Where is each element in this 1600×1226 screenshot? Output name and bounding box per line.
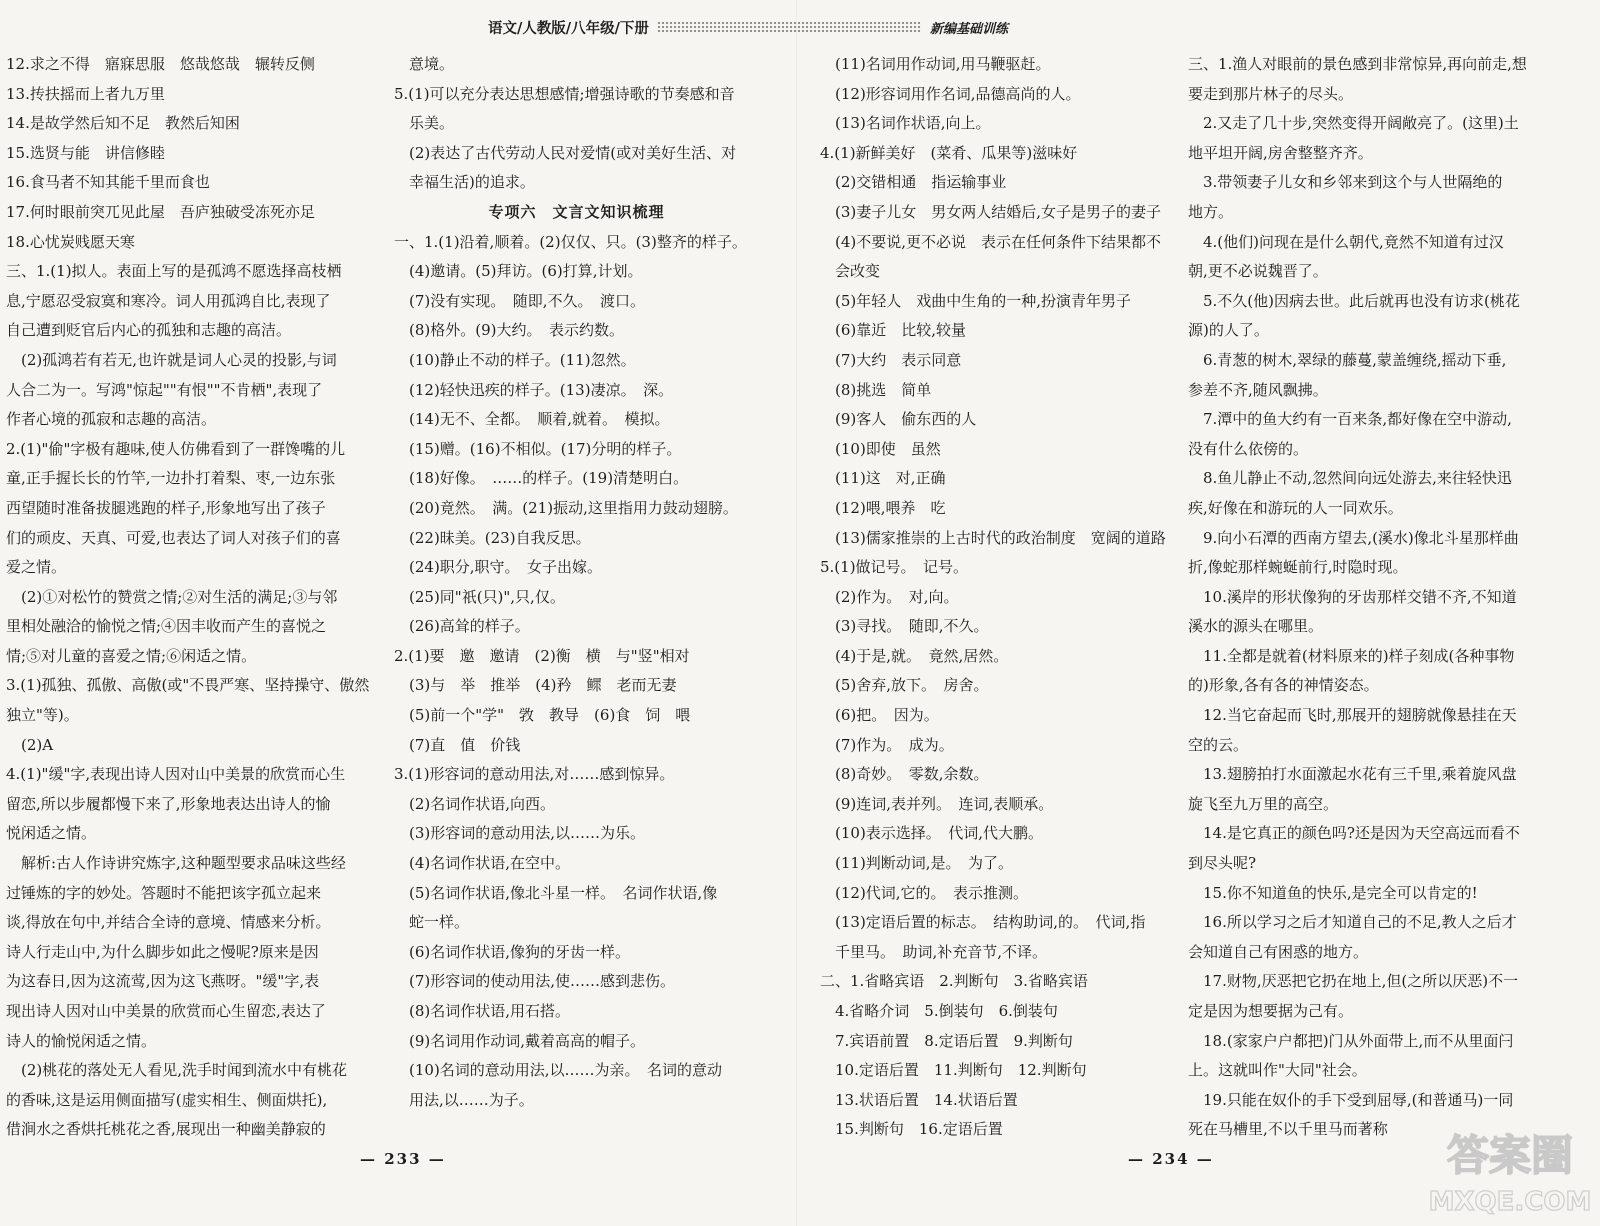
answer-line: (2)A [21,735,54,754]
answer-line: (15)赠。(16)不相似。(17)分明的样子。 [409,439,682,458]
answer-line: 4.(1)"缓"字,表现出诗人因对山中美景的欣赏而心生 [6,765,346,784]
answer-line: 15.选贤与能 讲信修睦 [6,143,165,162]
answer-line: (3)形容词的意动用法,以……为乐。 [409,824,646,843]
answer-line: 2.(1)要 邀 邀请 (2)衡 横 与"竖"相对 [394,646,690,665]
answer-line: 16.所以学习之后才知道自己的不足,教人之后才 [1203,913,1517,932]
answer-line: 15.你不知道鱼的快乐,是完全可以肯定的! [1203,883,1478,902]
answer-line: 18.(家家户户都把)门从外面带上,而不从里面闩 [1203,1031,1514,1050]
answer-line: 19.只能在奴仆的手下受到屈辱,(和普通马)一同 [1203,1090,1514,1109]
answer-line: (11)判断动词,是。 为了。 [835,854,1014,873]
answer-line: 7.潭中的鱼大约有一百来条,都好像在空中游动, [1203,410,1512,429]
answer-line: 没有什么依傍的。 [1188,439,1309,458]
answer-line: 疾,好像在和游玩的人一同欢乐。 [1188,498,1403,517]
answer-line: 2.(1)"偷"字极有趣味,使人仿佛看到了一群馋嘴的儿 [6,439,346,458]
answer-line: (12)形容词用作名词,品德高尚的人。 [835,84,1081,103]
answer-line: (13)定语后置的标志。 结构助词,的。 代词,指 [835,913,1146,932]
answer-line: (25)同"祇(只)",只,仅。 [409,587,565,606]
answer-line: 2.又走了几十步,突然变得开阔敞亮了。(这里)土 [1203,114,1519,133]
answer-line: 地方。 [1188,202,1234,221]
answer-line: 作者心境的孤寂和志趣的高洁。 [6,410,217,429]
answer-line: (4)名词作状语,在空中。 [409,854,571,873]
answer-line: 三、1.渔人对眼前的景色感到非常惊异,再向前走,想 [1188,55,1527,73]
answer-line: 三、1.(1)拟人。表面上写的是孤鸿不愿选择高枝栖 [6,262,342,281]
answer-line: 17.财物,厌恶把它扔在地上,但(之所以厌恶)不一 [1203,972,1519,991]
answer-line: (5)舍弃,放下。 房舍。 [835,676,989,695]
answer-line: (2)孤鸿若有若无,也许就是词人心灵的投影,与词 [21,350,337,369]
answer-line: (2)桃花的落处无人看见,洗手时闻到流水中有桃花 [21,1061,348,1080]
answer-line: 旋飞至九万里的高空。 [1188,794,1339,813]
watermark-logo [1420,1112,1596,1222]
answer-line: (6)名词作状语,像狗的牙齿一样。 [409,942,631,961]
answer-line: 13.状语后置 14.状语后置 [835,1090,1018,1109]
answer-line: (12)喂,喂养 吃 [835,498,946,517]
answer-line: 4.(1)新鲜美好 (菜肴、瓜果等)滋味好 [820,143,1078,162]
answer-line: 溪水的源头在哪里。 [1188,617,1324,636]
answer-line: (12)代词,它的。 表示推测。 [835,883,1029,902]
answer-line: 14.是故学然后知不足 教然后知困 [6,114,240,133]
answer-line: (2)交错相通 指运输事业 [835,173,1007,192]
answer-line: 息,宁愿忍受寂寞和寒冷。词人用孤鸿自比,表现了 [6,291,331,310]
answer-line: (13)儒家推崇的上古时代的政治制度 宽阔的道路 [835,528,1166,547]
answer-line: (6)把。 因为。 [835,706,939,725]
answer-line: 14.是它真正的颜色吗?还是因为天空高远而看不 [1203,824,1520,843]
answer-column-4 [1188,50,1553,1145]
answer-line: 3.(1)孤独、孤傲、高傲(或"不畏严寒、坚持操守、傲然 [6,676,370,695]
answer-line: 地平坦开阔,房舍整整齐齐。 [1188,143,1373,162]
answer-line: 上。这就叫作"大同"社会。 [1188,1061,1367,1080]
answer-line: 蛇一样。 [409,913,470,932]
answer-line: 9.向小石潭的西南方望去,(溪水)像北斗星那样曲 [1203,528,1519,547]
answer-line: (7)形容词的使动用法,使……感到悲伤。 [409,972,676,991]
answer-line: (22)昧美。(23)自我反思。 [409,528,591,547]
answer-line: 诗人行走山中,为什么脚步如此之慢呢?原来是因 [6,942,319,961]
answer-line: (5)名词作状语,像北斗星一样。 名词作状语,像 [409,883,718,902]
answer-line: 5.(1)可以充分表达思想感情;增强诗歌的节奏感和音 [394,84,735,103]
answer-line: 死在马槽里,不以千里马而著称 [1188,1120,1388,1139]
answer-line: 12.当它奋起而飞时,那展开的翅膀就像悬挂在天 [1203,706,1517,725]
answer-column-3 [820,50,1185,1145]
answer-line: (12)轻快迅疾的样子。(13)凄凉。 深。 [409,380,674,399]
answer-line: 4.(他们)问现在是什么朝代,竟然不知道有过汉 [1203,232,1504,251]
page-number-right: — 234 — [1128,1150,1214,1168]
answer-line: 到尽头呢? [1188,854,1257,873]
answer-line: 人合二为一。写鸿"惊起""有恨""不肯栖",表现了 [6,380,323,399]
answer-line: (3)与 举 推举 (4)矜 鳏 老而无妻 [409,676,677,695]
answer-line: 10.溪岸的形状像狗的牙齿那样交错不齐,不知道 [1203,587,1517,606]
answer-line: (26)高耸的样子。 [409,617,530,636]
header-dot-band [657,21,922,33]
answer-line: 6.青葱的树木,翠绿的藤蔓,蒙盖缠绕,摇动下垂, [1203,350,1507,369]
answer-line: 千里马。 助词,补充音节,不译。 [835,942,1048,961]
answer-line: (3)寻找。 随即,不久。 [835,617,989,636]
answer-line: 10.定语后置 11.判断句 12.判断句 [835,1061,1087,1080]
answer-line: 13.抟扶摇而上者九万里 [6,84,165,103]
answer-line: 18.心忧炭贱愿天寒 [6,232,135,251]
answer-line: (13)名词作状语,向上。 [835,114,991,133]
answer-line: 8.鱼儿静止不动,忽然间向远处游去,来往轻快迅 [1203,469,1512,488]
answer-line: 爱之情。 [6,558,67,577]
answer-line: (3)妻子儿女 男女两人结婚后,女子是男子的妻子 [835,202,1162,221]
answer-line: 会知道自己有困惑的地方。 [1188,942,1369,961]
answer-line: (5)年轻人 戏曲中生角的一种,扮演青年男子 [835,291,1132,310]
answer-line: 留恋,所以步履都慢下来了,形象地表达出诗人的愉 [6,794,331,813]
answer-line: (8)挑选 简单 [835,380,932,399]
answer-line: 15.判断句 16.定语后置 [835,1120,1003,1139]
answer-line: (7)直 值 价钱 [409,735,521,754]
answer-line: (20)竟然。 满。(21)振动,这里指用力鼓动翅膀。 [409,498,738,517]
answer-line: 情;⑤对儿童的喜爱之情;⑥闲适之情。 [6,646,257,665]
header-title: 语文/人教版/八年级/下册 [488,19,649,37]
watermark-url: MXQE.COM [1428,1187,1592,1217]
answer-line: 朝,更不必说魏晋了。 [1188,262,1328,281]
answer-line: (14)无不、全都。 顺着,就着。 模拟。 [409,410,670,429]
answer-line: 现出诗人因对山中美景的欣赏而心生留恋,表达了 [6,1002,326,1020]
header-series: 新编基础训练 [929,21,1008,37]
answer-column-2 [394,50,759,1115]
answer-line: 源)的人了。 [1188,321,1269,340]
answer-line: 定是因为想要据为己有。 [1188,1002,1354,1020]
answer-line: (2)名词作状语,向西。 [409,794,556,813]
answer-line: (6)靠近 比较,较量 [835,321,967,340]
answer-line: 的)形象,各有各的神情姿态。 [1188,676,1379,695]
answer-line: (10)名词的意动用法,以……为亲。 名词的意动 [409,1061,723,1080]
answer-line: 独立"等)。 [6,706,79,725]
answer-column-1 [6,50,371,1145]
answer-line: 3.带领妻子儿女和乡邻来到这个与人世隔绝的 [1203,173,1503,192]
answer-line: (8)名词作状语,用石搭。 [409,1002,571,1020]
answer-line: 13.翅膀拍打水面激起水花有三千里,乘着旋风盘 [1203,765,1517,784]
answer-line: (2)作为。 对,向。 [835,587,959,606]
answer-line: (9)名词用作动词,戴着高高的帽子。 [409,1031,646,1050]
answer-line: 童,正手握长长的竹竿,一边扑打着梨、枣,一边东张 [6,469,336,488]
answer-line: 谈,得放在句中,并结合全诗的意境、情感来分析。 [6,913,331,932]
answer-line: 过锤炼的字的妙处。答题时不能把该字孤立起来 [6,883,322,902]
answer-line: 7.宾语前置 8.定语后置 9.判断句 [835,1031,1073,1050]
answer-line: 为这春日,因为这流莺,因为这飞燕呀。"缓"字,表 [6,972,320,991]
answer-line: 11.全都是就着(材料原来的)样子刻成(各种事物 [1203,646,1515,665]
answer-line: 二、1.省略宾语 2.判断句 3.省略宾语 [820,972,1088,991]
answer-line: (10)静止不动的样子。(11)忽然。 [409,350,636,369]
answer-line: 折,像蛇那样蜿蜒前行,时隐时现。 [1188,558,1408,577]
answer-line: 自己遭到贬官后内心的孤独和志趣的高洁。 [6,321,292,340]
answer-line: (18)好像。 ……的样子。(19)清楚明白。 [409,469,689,488]
answer-line: 16.食马者不知其能千里而食也 [6,173,210,192]
answer-line: (4)于是,就。 竟然,居然。 [835,646,1009,665]
answer-line: (9)连词,表并列。 连词,表顺承。 [835,794,1054,813]
answer-line: (24)职分,职守。 女子出嫁。 [409,558,603,577]
answer-line: 空的云。 [1188,735,1249,754]
answer-line: 西望随时准备拔腿逃跑的样子,形象地写出了孩子 [6,498,326,517]
answer-line: (11)这 对,正确 [835,469,946,488]
answer-line: 诗人的愉悦闲适之情。 [6,1031,157,1050]
watermark-title: 答案圈 [1446,1131,1574,1180]
answer-line: 要走到那片林子的尽头。 [1188,84,1354,103]
answer-line: (4)不要说,更不必说 表示在任何条件下结果都不 [835,232,1162,251]
answer-line: 借涧水之香烘托桃花之香,展现出一种幽美静寂的 [6,1120,326,1139]
answer-line: 悦闲适之情。 [6,824,97,843]
answer-line: 解析:古人作诗讲究炼字,这种题型要求品味这些经 [21,854,346,873]
answer-line: 里相处融洽的愉悦之情;④因丰收而产生的喜悦之 [6,617,327,636]
answer-line: 乐美。 [409,114,455,133]
answer-line: 会改变 [835,262,881,281]
answer-line: (10)表示选择。 代词,代大鹏。 [835,824,1044,843]
page-spine [796,0,797,1226]
answer-line: (4)邀请。(5)拜访。(6)打算,计划。 [409,262,643,281]
answer-line: 们的顽皮、天真、可爱,也表达了词人对孩子们的喜 [6,528,341,547]
answer-line: 5.不久(他)因病去世。此后就再也没有访求(桃花 [1203,291,1520,310]
answer-line: (8)奇妙。 零数,余数。 [835,765,989,784]
answer-line: (10)即使 虽然 [835,439,941,458]
answer-line: (7)大约 表示同意 [835,350,962,369]
answer-line: 用法,以……为子。 [409,1090,534,1109]
running-header [488,14,1008,40]
answer-line: (2)表达了古代劳动人民对爱情(或对美好生活、对 [409,143,737,162]
answer-line: 17.何时眼前突兀见此屋 吾庐独破受冻死亦足 [6,202,315,221]
answer-line: (5)前一个"学" 敩 教导 (6)食 饲 喂 [409,706,691,725]
answer-line: 的香味,这是运用侧面描写(虚实相生、侧面烘托), [6,1090,328,1109]
answer-line: (8)格外。(9)大约。 表示约数。 [409,321,624,340]
answer-line: 4.省略介词 5.倒装句 6.倒装句 [835,1002,1058,1020]
answer-line: 参差不齐,随风飘拂。 [1188,380,1328,399]
answer-line: (11)名词用作动词,用马鞭驱赶。 [835,55,1051,73]
answer-line: (7)作为。 成为。 [835,735,954,754]
answer-line: 5.(1)做记号。 记号。 [820,558,969,577]
section-heading: 专项六 文言文知识梳理 [488,202,665,221]
answer-line: 12.求之不得 寤寐思服 悠哉悠哉 辗转反侧 [6,55,315,73]
answer-line: 意境。 [409,55,455,73]
answer-line: (2)①对松竹的赞赏之情;②对生活的满足;③与邻 [21,587,338,606]
answer-line: 3.(1)形容词的意动用法,对……感到惊异。 [394,765,675,784]
answer-line: 一、1.(1)沿着,顺着。(2)仅仅、只。(3)整齐的样子。 [394,232,747,251]
page-number-left: — 233 — [360,1150,446,1168]
answer-line: (9)客人 偷东西的人 [835,410,977,429]
answer-line: 幸福生活)的追求。 [409,173,535,192]
answer-line: (7)没有实现。 随即,不久。 渡口。 [409,291,646,310]
